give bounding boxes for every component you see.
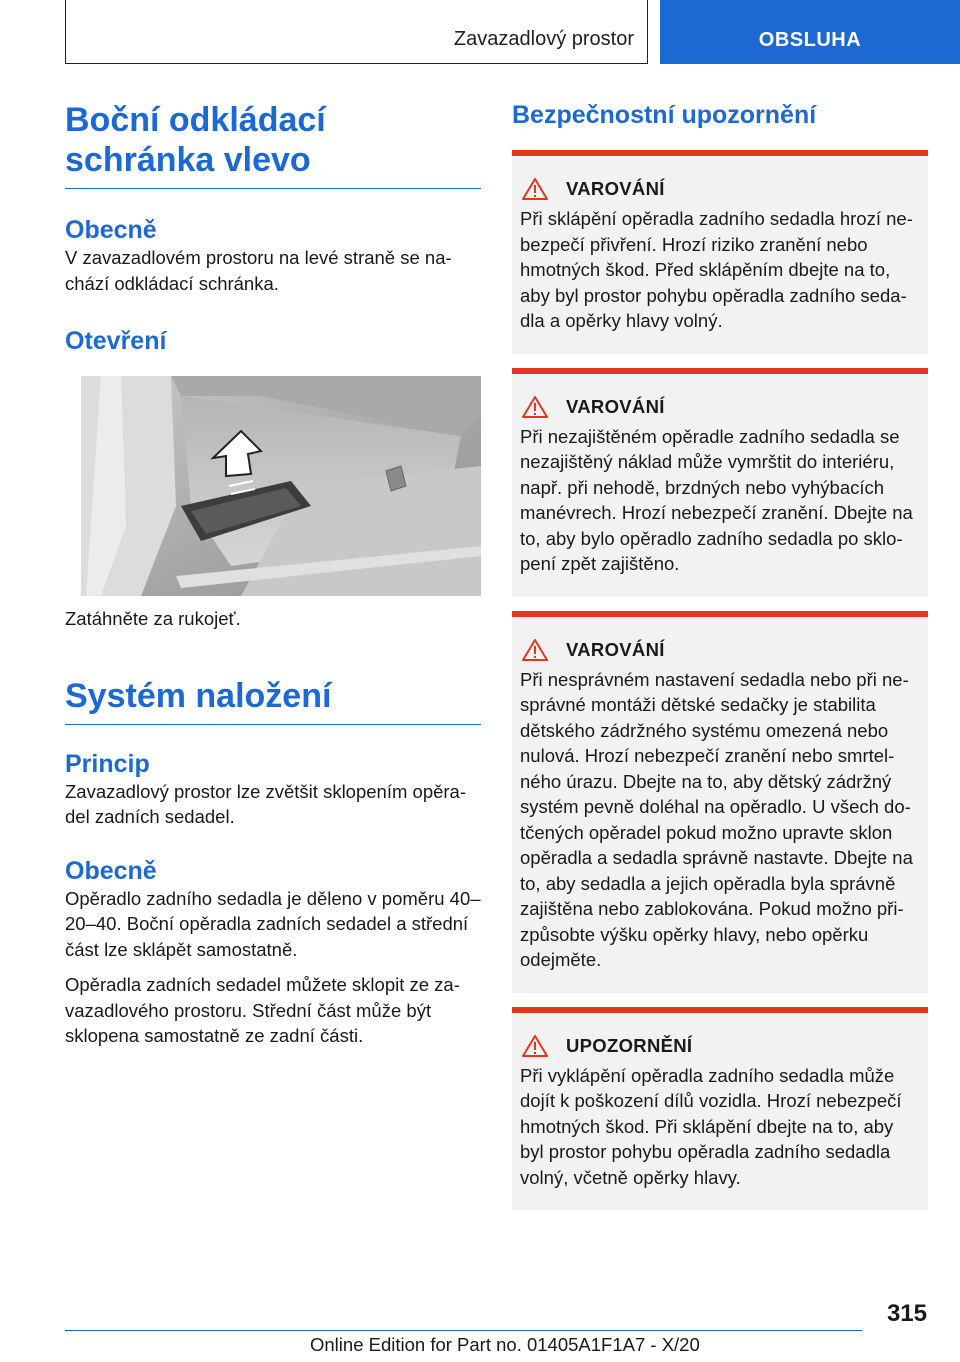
section-title-loading-system: Systém naložení	[65, 676, 481, 725]
paragraph-principle: Zavazadlový prostor lze zvětšit sklopením opěradel zadních sedadel.	[65, 780, 467, 827]
left-column	[65, 100, 481, 1049]
caution-text: Při vyklápění opěradla zadního sedadla může dojít k poškození dílů vozidla. Hrozí nebezpečí hmotných škod. Při sklápění dbejte na to, aby byl prostor pohybu opěradla zadního sedadla volný, včetně opěrky hlavy.	[520, 1064, 902, 1188]
paragraph-storage-location: V zavazadlovém prostoru na levé straně se nachází odkládací schránka.	[65, 247, 452, 294]
caption-pull-handle: Zatáhněte za rukojeť.	[65, 608, 241, 629]
subheading-general-1: Obecně	[65, 216, 157, 244]
footer-divider	[65, 1330, 862, 1331]
right-column	[512, 100, 928, 1224]
warning-triangle-icon	[522, 639, 548, 661]
warning-text: Při nesprávném nastavení sedadla nebo při nesprávné montáži dětské sedačky je stabilita dětského zádržného systému omezená nebo nulová. Hrozí nebezpečí zranění nebo smrtelného úrazu. Dbejte na to, aby dětský zádržný systém pevně doléhal na opěradlo. U všech dotčených opěradel pokud možno upravte sklon opěradla a sedadla správně nastavte. Dbejte na to, aby sedadla a jejich opěradla byla správně zajištěna nebo zablokována. Pokud možno přizpůsobte výšku opěrky hlavy, nebo opěrku odejměte.	[520, 668, 913, 970]
header-section-box	[65, 0, 648, 64]
paragraph-ratio: Opěradlo zadního sedadla je děleno v poměru 40–20–40. Boční opěradla zadních sedadel a střední část lze sklápět samostatně.	[65, 887, 481, 960]
warning-text: Při nezajištěném opěradle zadního sedadla se nezajištěný náklad může vymrštit do interiéru, např. při nehodě, brzdných nebo vyhýbacích manévrech. Hrozí nebezpečí zranění. Dbejte na to, aby bylo opěradlo zadního sedadla po sklopení zpět zajištěno.	[520, 425, 913, 574]
footer-edition: Online Edition for Part no. 01405A1F1A7 - X/20	[310, 1334, 700, 1355]
page-number: 315	[886, 1300, 927, 1327]
warning-label: VAROVÁNÍ	[566, 178, 665, 199]
header-tab-obsluha[interactable]: OBSLUHA	[660, 0, 960, 64]
warning-triangle-icon	[522, 178, 548, 200]
warning-box-2	[512, 368, 928, 597]
caution-box-4	[512, 1007, 928, 1211]
warning-box-1	[512, 150, 928, 354]
warning-label: VAROVÁNÍ	[566, 638, 665, 660]
warning-text: Při sklápění opěradla zadního sedadla hrozí nebezpečí přivření. Hrozí riziko zranění nebo hmotných škod. Před sklápěním dbejte na to, aby byl prostor pohybu opěradla zadního sedadla a opěrky hlavy volný.	[520, 208, 913, 331]
subheading-principle: Princip	[65, 749, 150, 778]
warning-triangle-icon	[522, 396, 548, 418]
warning-label: VAROVÁNÍ	[566, 395, 665, 417]
subheading-general-2: Obecně	[65, 856, 157, 885]
header-section-title: Zavazadlový prostor	[453, 28, 634, 50]
caution-label: UPOZORNĚNÍ	[566, 1034, 693, 1056]
subheading-opening: Otevření	[65, 327, 167, 355]
section-title-safety: Bezpečnostní upozornění	[512, 101, 817, 129]
trunk-storage-photo	[81, 376, 481, 596]
warning-box-3	[512, 611, 928, 993]
section-title-left-storage: Boční odkládací schránka vlevo	[65, 100, 481, 189]
warning-triangle-icon	[522, 1035, 548, 1057]
paragraph-fold-from-trunk: Opěradla zadních sedadel můžete sklopit ze zavazadlového prostoru. Střední část může být sklopena samostatně ze zadní části.	[65, 974, 460, 1046]
